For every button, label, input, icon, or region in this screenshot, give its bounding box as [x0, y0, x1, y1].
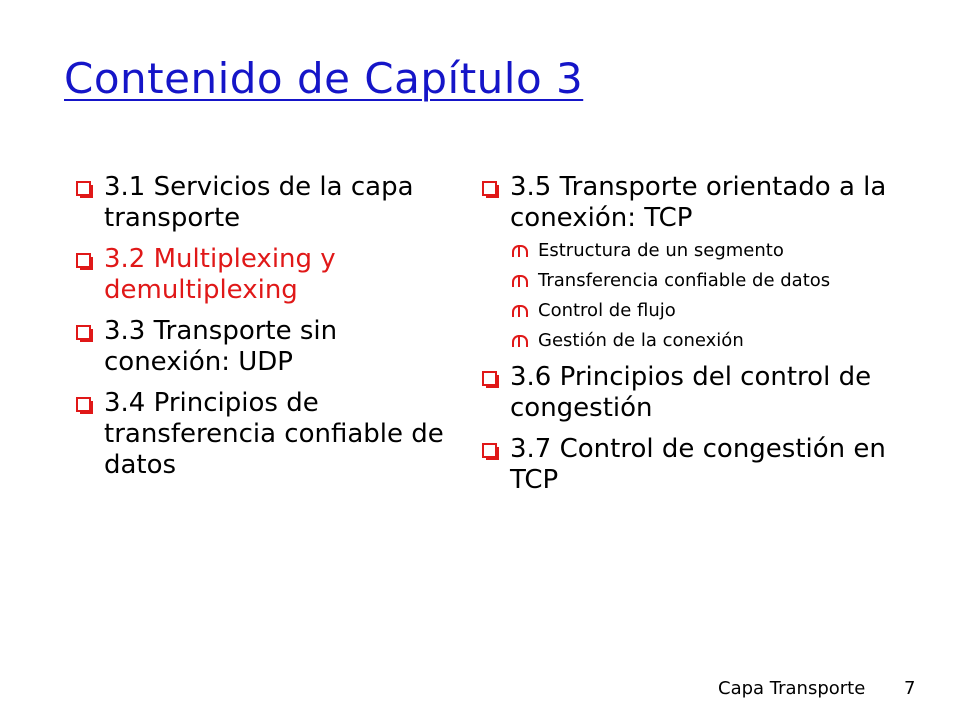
list-item-text: 3.5 Transporte orientado a la conexión: TCP: [510, 172, 887, 233]
right-column: [478, 172, 918, 506]
sub-bullet-icon: [512, 245, 528, 257]
sub-item-text: Estructura de un segmento: [538, 240, 784, 261]
slide-title: Contenido de Capítulo 3: [64, 54, 584, 103]
list-item-3-5: [478, 172, 918, 352]
list-item-3-3: [72, 316, 452, 378]
left-bullet-list: [72, 172, 452, 481]
list-item-3-6: [478, 362, 918, 424]
sub-item-text: Control de flujo: [538, 300, 676, 321]
sub-bullet-icon: [512, 305, 528, 317]
list-item-3-7: [478, 434, 918, 496]
list-item-text: 3.1 Servicios de la capa transporte: [104, 172, 414, 233]
list-item-3-2: [72, 244, 452, 306]
sub-list-item: [510, 300, 918, 322]
square-bullet-icon: [482, 181, 497, 196]
square-bullet-icon: [482, 371, 497, 386]
list-item-text: 3.6 Principios del control de congestión: [510, 362, 872, 423]
square-bullet-icon: [76, 325, 91, 340]
list-item-3-1: [72, 172, 452, 234]
tcp-sub-list: [510, 240, 918, 352]
left-column: [72, 172, 452, 491]
sub-bullet-icon: [512, 335, 528, 347]
square-bullet-icon: [76, 397, 91, 412]
sub-item-text: Gestión de la conexión: [538, 330, 744, 351]
list-item-text: 3.7 Control de congestión en TCP: [510, 434, 886, 495]
square-bullet-icon: [482, 443, 497, 458]
sub-list-item: [510, 270, 918, 292]
list-item-text: 3.2 Multiplexing y demultiplexing: [104, 244, 336, 305]
footer-label: Capa Transporte: [718, 678, 866, 699]
list-item-text: 3.4 Principios de transferencia confiable de datos: [104, 388, 444, 480]
square-bullet-icon: [76, 181, 91, 196]
page-number: 7: [904, 678, 916, 699]
sub-bullet-icon: [512, 275, 528, 287]
sub-item-text: Transferencia confiable de datos: [538, 270, 831, 291]
sub-list-item: [510, 330, 918, 352]
square-bullet-icon: [76, 253, 91, 268]
sub-list-item: [510, 240, 918, 262]
list-item-3-4: [72, 388, 452, 481]
right-bullet-list: [478, 172, 918, 496]
list-item-text: 3.3 Transporte sin conexión: UDP: [104, 316, 338, 377]
